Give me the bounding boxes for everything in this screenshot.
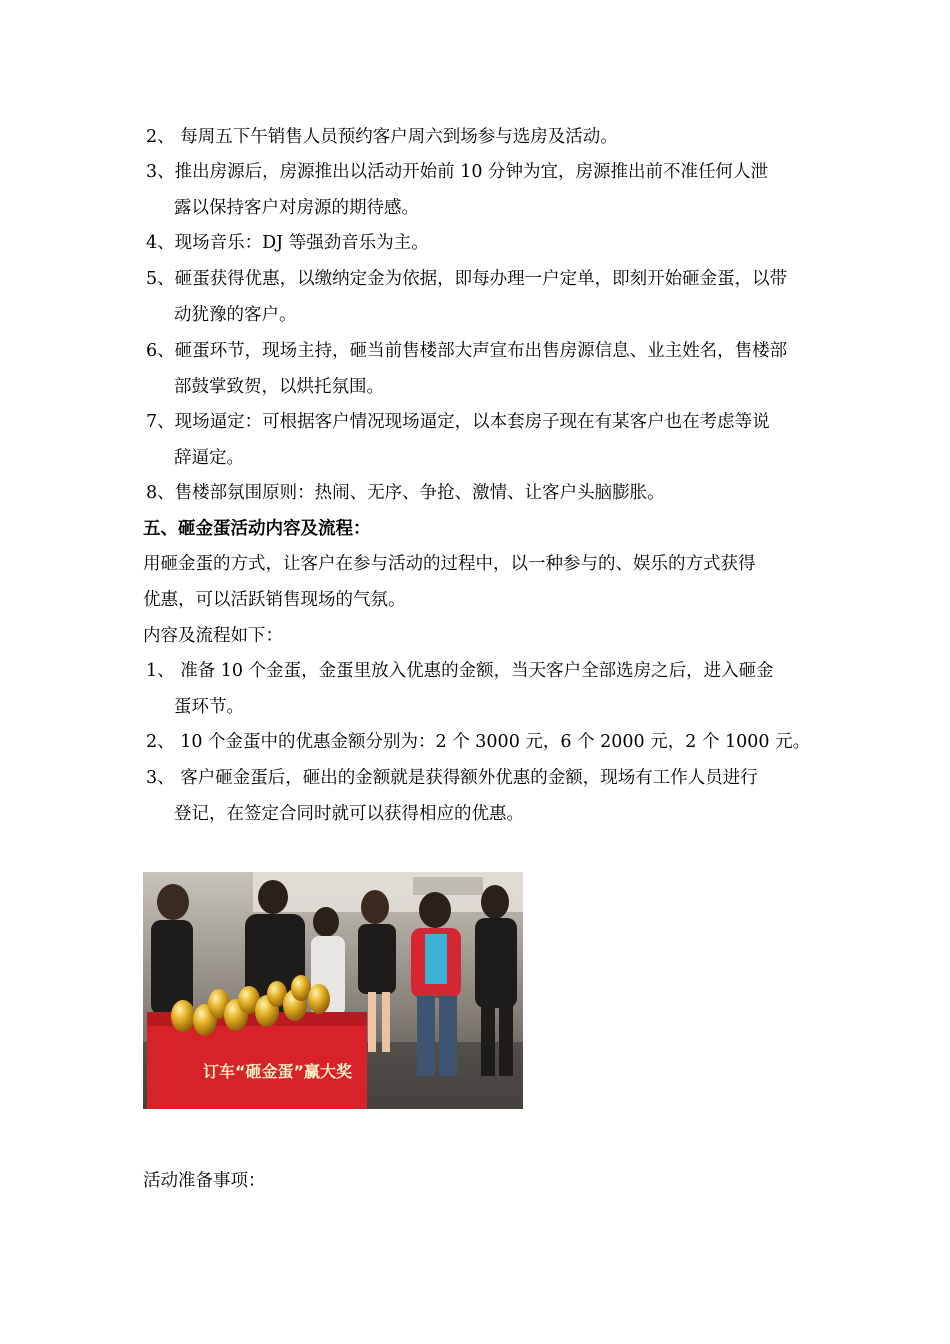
list-item-8: 8、售楼部氛围原则：热闹、无序、争抢、激情、让客户头脑膨胀。 <box>146 483 665 503</box>
list-item-6: 6、砸蛋环节，现场主持，砸当前售楼部大声宣布出售房源信息、业主姓名，售楼部 <box>146 341 788 361</box>
list-item-2: 2、 每周五下午销售人员预约客户周六到场参与选房及活动。 <box>146 127 618 147</box>
step-1-cont: 蛋环节。 <box>174 697 244 717</box>
list-item-7: 7、现场逼定：可根据客户情况现场逼定，以本套房子现在有某客户也在考虑等说 <box>146 412 770 432</box>
process-label: 内容及流程如下： <box>143 626 283 646</box>
list-item-5: 5、砸蛋获得优惠，以缴纳定金为依据，即每办理一户定单，即刻开始砸金蛋，以带 <box>146 269 788 289</box>
section-intro-line-2: 优惠，可以活跃销售现场的气氛。 <box>143 590 406 610</box>
step-2: 2、 10 个金蛋中的优惠金额分别为：2 个 3000 元，6 个 2000 元，2 个 1000 元。 <box>146 732 811 752</box>
list-item-7-cont: 辞逼定。 <box>174 448 244 468</box>
step-3: 3、 客户砸金蛋后，砸出的金额就是获得额外优惠的金额，现场有工作人员进行 <box>146 768 758 788</box>
list-item-3: 3、推出房源后，房源推出以活动开始前 10 分钟为宜，房源推出前不准任何人泄 <box>146 162 769 182</box>
step-1: 1、 准备 10 个金蛋，金蛋里放入优惠的金额，当天客户全部选房之后，进入砸金 <box>146 661 774 681</box>
section-intro-line-1: 用砸金蛋的方式，让客户在参与活动的过程中，以一种参与的、娱乐的方式获得 <box>143 554 756 574</box>
section-heading: 五、砸金蛋活动内容及流程： <box>143 519 371 539</box>
list-item-6-cont: 部鼓掌致贺，以烘托氛围。 <box>174 377 384 397</box>
step-3-cont: 登记，在签定合同时就可以获得相应的优惠。 <box>174 804 524 824</box>
event-photo <box>143 872 523 1109</box>
list-item-5-cont: 动犹豫的客户。 <box>174 305 297 325</box>
footer-label: 活动准备事项： <box>143 1171 266 1191</box>
photo-banner-text: 订车“砸金蛋”赢大奖 <box>203 1062 353 1081</box>
list-item-4: 4、现场音乐：DJ 等强劲音乐为主。 <box>146 233 429 253</box>
list-item-3-cont: 露以保持客户对房源的期待感。 <box>174 198 419 218</box>
